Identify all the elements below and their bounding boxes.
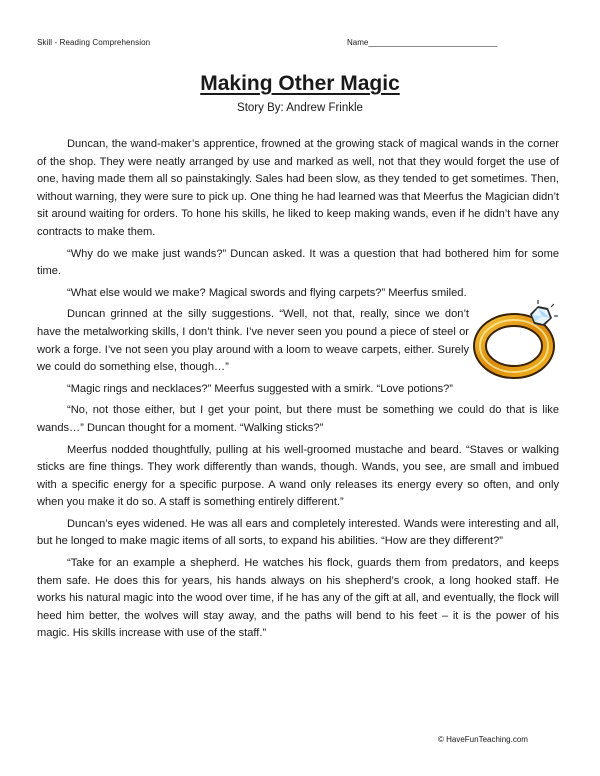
paragraph: Meerfus nodded thoughtfully, pulling at his well-groomed mustache and beard. “Staves or walking sticks are fine things. They work differently than wands, though. Wands, you see, are small and imbued with a specific energy for a specific purpose. A wand only releases its energy every so often, and only when you make it do so. A staff is something entirely different.” xyxy=(37,443,559,509)
paragraph: “Why do we make just wands?” Duncan asked. It was a question that had bothered him for some time. xyxy=(37,247,559,278)
paragraph: “Take for an example a shepherd. He watches his flock, guards them from predators, and keeps them safe. He does this for years, his hands always on his shepherd’s crook, a long hooked staff. He works his natural magic into the wood over time, if he has any of the gift at all, and eventually, the flock will heed him better, the wolves will stay away, and the paths will bend to his feet – it is the power of his magic. His skills increase with use of the staff.” xyxy=(37,557,559,640)
page-title: Making Other Magic xyxy=(200,72,400,95)
name-field: Name_____________________________ xyxy=(347,38,498,47)
paragraph: Duncan grinned at the silly suggestions. “Well, not that, really, since we don’t have the metalworking skills, I don’t think. I’ve never seen you pound a piece of steel or work a forge. I’ve not seen you play around with a loom to weave carpets, either. Surely we could do something else, though…” xyxy=(37,308,469,374)
skill-label: Skill - Reading Comprehension xyxy=(37,38,151,47)
copyright-footer: © HaveFunTeaching.com xyxy=(438,735,528,744)
paragraph: “No, not those either, but I get your point, but there must be something we could do that is like wands…” Duncan thought for a moment. “Walking sticks?” xyxy=(37,404,559,434)
paragraph: Duncan’s eyes widened. He was all ears and completely interested. Wands were interesting and all, but he longed to make magic items of all sorts, to expand his abilities. “How are they different?” xyxy=(37,517,559,548)
story-body xyxy=(37,136,559,647)
paragraph: Duncan, the wand-maker’s apprentice, frowned at the growing stack of magical wands in the corner of the shop. They were neatly arranged by use and marked as well, not that they would forget the use of one, having made them all so painstakingly. Sales had been slow, as they tended to get sometimes. Then, without warning, they were sure to pick up. One thing he had learned was that Meerfus the Magician didn’t sit around waiting for orders. To hone his skills, he liked to keep making wands, even if he didn’t have any contracts to make them. xyxy=(37,138,559,238)
paragraph: “Magic rings and necklaces?” Meerfus suggested with a smirk. “Love potions?” xyxy=(67,382,453,395)
paragraph: “What else would we make? Magical swords and flying carpets?” Meerfus smiled. xyxy=(67,286,467,299)
byline: Story By: Andrew Frinkle xyxy=(237,102,363,114)
diamond-ring-icon xyxy=(472,288,564,380)
